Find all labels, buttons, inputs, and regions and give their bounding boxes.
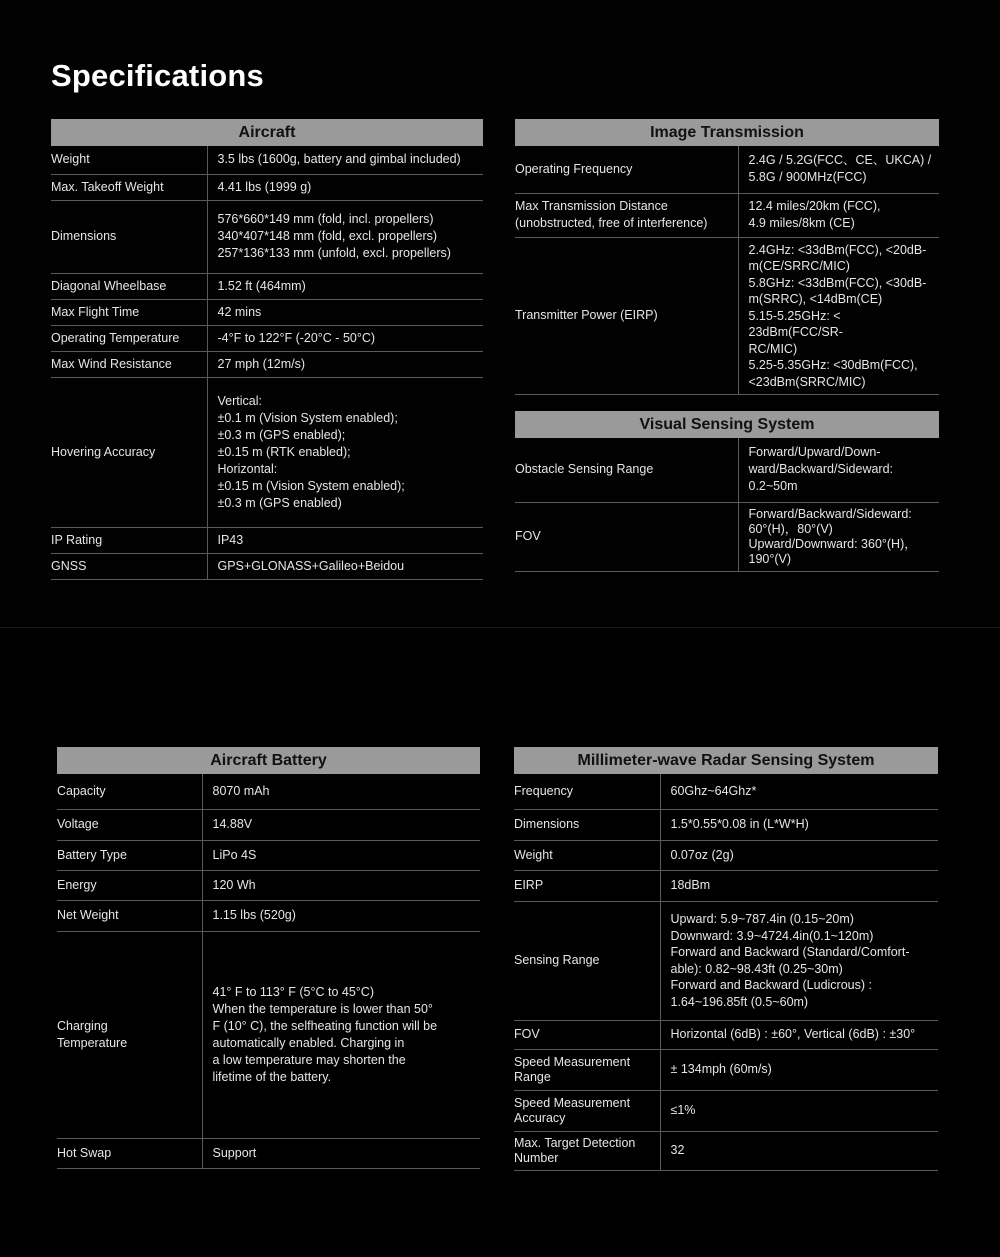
row-value: Forward/Upward/Down- ward/Backward/Sideward: 0.2~50m [738,438,939,502]
table-row [514,870,938,901]
row-label: Weight [514,840,660,870]
row-value: Forward/Backward/Sideward: 60°(H)，80°(V) Upward/Downward: 360°(H)， 190°(V) [738,502,939,571]
row-label: Hot Swap [57,1138,202,1168]
row-label: Battery Type [57,840,202,870]
row-label: Obstacle Sensing Range [515,438,738,502]
table-row [514,901,938,1020]
row-value: 8070 mAh [202,774,480,809]
row-value: 4.41 lbs (1999 g) [207,174,483,200]
row-value: Upward: 5.9~787.4in (0.15~20m) Downward: 3.9~4724.4in(0.1~120m) Forward and Backward (Standard/Comfort- able): 0.82~98.43ft (0.25~30m) Forward and Backward (Ludicrous) : 1.64~196.85ft (0.5~60m) [660,901,938,1020]
table-row [51,299,483,325]
row-value: 0.07oz (2g) [660,840,938,870]
row-label: Operating Temperature [51,325,207,351]
row-value: 60Ghz~64Ghz* [660,774,938,809]
table-row [51,351,483,377]
row-value: 3.5 lbs (1600g, battery and gimbal included) [207,146,483,174]
row-label: Max Transmission Distance (unobstructed, free of interference) [515,193,738,237]
table-row [51,527,483,553]
table-row [515,237,939,395]
row-label: Max Flight Time [51,299,207,325]
row-label: Diagonal Wheelbase [51,273,207,299]
row-value: -4°F to 122°F (-20°C - 50°C) [207,325,483,351]
table-row [514,809,938,840]
aircraft-battery-table [57,747,480,1169]
page-title: Specifications [51,58,264,93]
table-row [515,502,939,571]
row-label: GNSS [51,553,207,579]
table-row [57,1138,480,1168]
row-label: EIRP [514,870,660,901]
row-label: Sensing Range [514,901,660,1020]
row-label: Transmitter Power (EIRP) [515,237,738,395]
row-label: Max. Takeoff Weight [51,174,207,200]
row-label: Speed Measurement Range [514,1049,660,1090]
row-value: 576*660*149 mm (fold, incl. propellers) 340*407*148 mm (fold, excl. propellers) 257*136*133 mm (unfold, excl. propellers) [207,200,483,273]
row-value: Horizontal (6dB) : ±60°, Vertical (6dB) : ±30° [660,1020,938,1049]
row-value: 27 mph (12m/s) [207,351,483,377]
table-row [514,1090,938,1131]
row-label: Weight [51,146,207,174]
table-row [51,146,483,174]
table-row [51,200,483,273]
aircraft-spec-table [51,119,483,580]
row-label: Operating Frequency [515,146,738,193]
table-row [514,1049,938,1090]
row-value: 120 Wh [202,870,480,900]
table-row [514,1020,938,1049]
visual-sensing-heading: Visual Sensing System [515,411,939,438]
row-value: 12.4 miles/20km (FCC), 4.9 miles/8km (CE) [738,193,939,237]
radar-heading: Millimeter-wave Radar Sensing System [514,747,938,774]
row-value: 1.5*0.55*0.08 in (L*W*H) [660,809,938,840]
row-label: Capacity [57,774,202,809]
row-label: Energy [57,870,202,900]
table-row [51,377,483,527]
radar-sensing-table [514,747,938,1171]
row-label: Net Weight [57,900,202,931]
table-row [515,193,939,237]
row-label: FOV [515,502,738,571]
row-value: 41° F to 113° F (5°C to 45°C) When the temperature is lower than 50° F (10° C), the selfheating function will be automatically enabled. Charging in a low temperature may shorten the lifetime of the battery. [202,931,480,1138]
table-row [51,273,483,299]
table-row [51,325,483,351]
table-row [514,774,938,809]
table-row [57,900,480,931]
row-value: 1.52 ft (464mm) [207,273,483,299]
table-row [51,553,483,579]
table-row [514,1131,938,1170]
row-label: Hovering Accuracy [51,377,207,527]
row-value: ± 134mph (60m/s) [660,1049,938,1090]
row-value: Vertical: ±0.1 m (Vision System enabled); ±0.3 m (GPS enabled); ±0.15 m (RTK enabled); Horizontal: ±0.15 m (Vision System enabled); ±0.3 m (GPS enabled) [207,377,483,527]
row-value: GPS+GLONASS+Galileo+Beidou [207,553,483,579]
row-label: Dimensions [51,200,207,273]
row-label: Frequency [514,774,660,809]
row-label: Max Wind Resistance [51,351,207,377]
image-transmission-heading: Image Transmission [515,119,939,146]
row-label: Max. Target Detection Number [514,1131,660,1170]
visual-sensing-table [515,411,939,572]
row-value: 18dBm [660,870,938,901]
table-row [57,840,480,870]
row-value: 2.4G / 5.2G(FCC、CE、UKCA) / 5.8G / 900MHz(FCC) [738,146,939,193]
row-value: 32 [660,1131,938,1170]
row-label: Voltage [57,809,202,840]
image-transmission-table [515,119,939,395]
row-label: FOV [514,1020,660,1049]
row-value: 42 mins [207,299,483,325]
row-value: Support [202,1138,480,1168]
row-label: Charging Temperature [57,931,202,1138]
row-value: 2.4GHz: <33dBm(FCC), <20dB- m(CE/SRRC/MIC) 5.8GHz: <33dBm(FCC), <30dB- m(SRRC), <14dBm(CE) 5.15-5.25GHz: < 23dBm(FCC/SR- RC/MIC) 5.25-5.35GHz: <30dBm(FCC), <23dBm(SRRC/MIC) [738,237,939,395]
row-value: LiPo 4S [202,840,480,870]
table-row [57,931,480,1138]
row-label: IP Rating [51,527,207,553]
row-value: 1.15 lbs (520g) [202,900,480,931]
row-value: IP43 [207,527,483,553]
row-label: Speed Measurement Accuracy [514,1090,660,1131]
aircraft-heading: Aircraft [51,119,483,146]
table-row [57,774,480,809]
table-row [514,840,938,870]
table-row [515,146,939,193]
battery-heading: Aircraft Battery [57,747,480,774]
row-value: ≤1% [660,1090,938,1131]
row-value: 14.88V [202,809,480,840]
table-row [57,809,480,840]
table-row [57,870,480,900]
row-label: Dimensions [514,809,660,840]
table-row [51,174,483,200]
table-row [515,438,939,502]
